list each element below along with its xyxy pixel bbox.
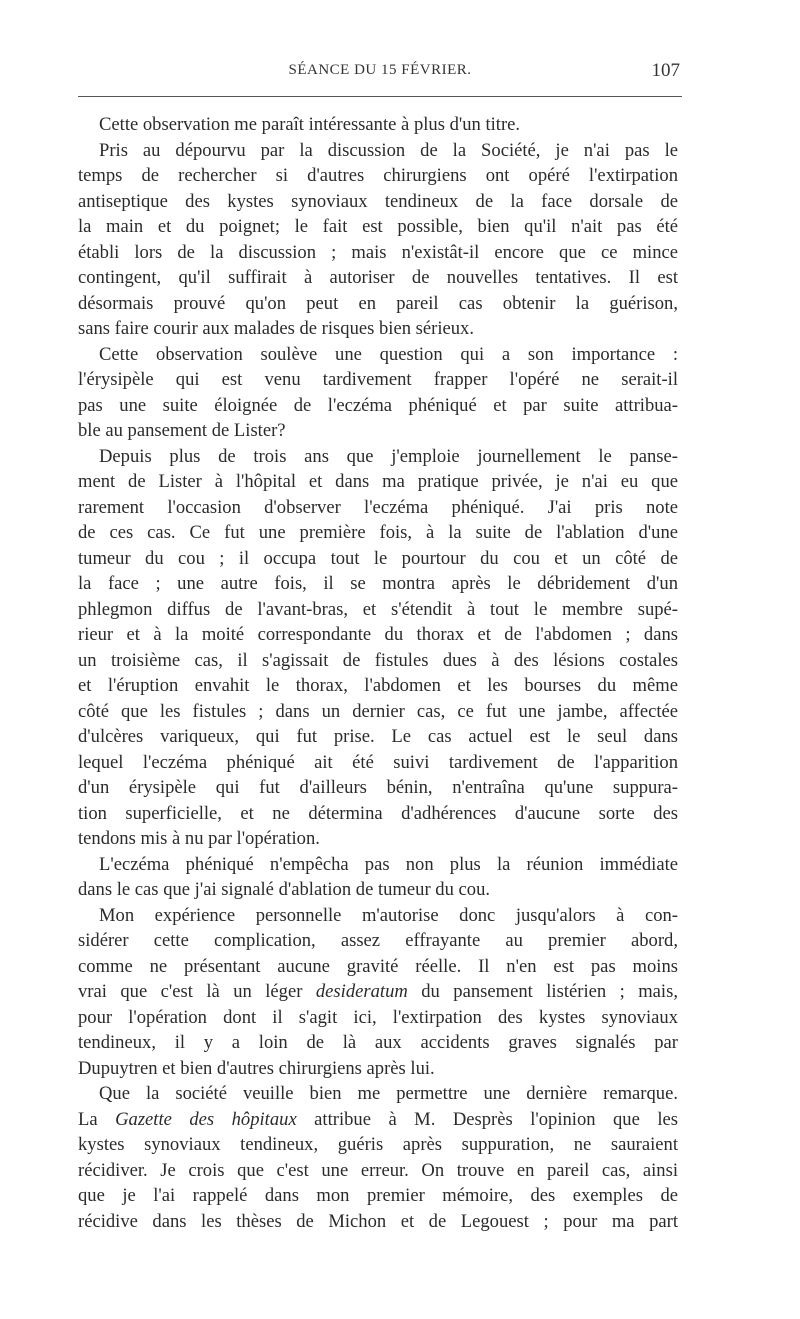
body-text xyxy=(78,112,678,1234)
text-line: établi lors de la discussion ; mais n'existât-il encore que ce mince xyxy=(78,241,678,263)
text-line: Dupuytren et bien d'autres chirurgiens après lui. xyxy=(78,1057,435,1079)
text-line: vrai que c'est là un léger desideratum du pansement listérien ; mais, xyxy=(78,981,678,1002)
text-line: antiseptique des kystes synoviaux tendineux de la face dorsale de xyxy=(78,190,678,212)
text-line: Que la société veuille bien me permettre une dernière remarque. xyxy=(99,1083,678,1104)
italic-text: Gazette des hôpitaux xyxy=(115,1108,297,1130)
text-line: tendineux, il y a loin de là aux accidents graves signalés par xyxy=(78,1032,678,1053)
text-line: et l'éruption envahit le thorax, l'abdomen et les bourses du même xyxy=(78,675,678,696)
text-line: récidive dans les thèses de Michon et de Legouest ; pour ma part xyxy=(78,1210,678,1232)
text-line: pour l'opération dont il s'agit ici, l'extirpation des kystes synoviaux xyxy=(78,1006,678,1028)
text-line: Cette observation me paraît intéressante à plus d'un titre. xyxy=(99,114,521,135)
text-line: la main et du poignet; le fait est possible, bien qu'il n'ait pas été xyxy=(78,216,678,237)
text-line: kystes synoviaux tendineux, guéris après suppuration, ne sauraient xyxy=(78,1134,678,1155)
text-line: contingent, qu'il suffirait à autoriser de nouvelles tentatives. Il est xyxy=(78,267,678,288)
text-line: sidérer cette complication, assez effrayante au premier abord, xyxy=(78,930,678,951)
text-line: Mon expérience personnelle m'autorise donc jusqu'alors à con- xyxy=(99,904,678,926)
text-line: désormais prouvé qu'on peut en pareil cas obtenir la guérison, xyxy=(78,292,678,314)
text-line: que je l'ai rappelé dans mon premier mémoire, des exemples de xyxy=(78,1185,678,1206)
page-header xyxy=(78,62,682,88)
italic-text: desideratum xyxy=(315,981,408,1002)
text-line: temps de rechercher si d'autres chirurgiens ont opéré l'extirpation xyxy=(78,165,678,186)
text-line: d'ulcères variqueux, qui fut prise. Le cas actuel est le seul dans xyxy=(78,726,678,747)
text-line: Depuis plus de trois ans que j'emploie journellement le panse- xyxy=(99,445,678,467)
text-line: La Gazette des hôpitaux attribue à M. Desprès l'opinion que les xyxy=(78,1108,678,1130)
text-line: de ces cas. Ce fut une première fois, à la suite de l'ablation d'une xyxy=(78,522,678,543)
text-line: Pris au dépourvu par la discussion de la Société, je n'ai pas le xyxy=(99,139,678,161)
text-line: tumeur du cou ; il occupa tout le pourtour du cou et un côté de xyxy=(78,547,678,569)
running-head: SÉANCE DU 15 FÉVRIER. xyxy=(288,62,472,78)
text-line: rieur et à la moité correspondante du thorax et de l'abdomen ; dans xyxy=(78,624,678,645)
text-line: comme ne présentant aucune gravité réelle. Il n'en est pas moins xyxy=(78,955,678,977)
text-line: rarement l'occasion d'observer l'eczéma phéniqué. J'ai pris note xyxy=(78,496,678,518)
text-line: côté que les fistules ; dans un dernier cas, ce fut une jambe, affectée xyxy=(78,700,678,722)
text-line: Cette observation soulève une question qui a son importance : xyxy=(99,343,678,365)
text-line: tendons mis à nu par l'opération. xyxy=(78,828,320,849)
header-rule xyxy=(78,96,682,97)
text-line: pas une suite éloignée de l'eczéma phéniqué et par suite attribua- xyxy=(78,394,678,416)
text-line: la face ; une autre fois, il se montra après le débridement d'un xyxy=(78,573,678,594)
text-line: L'eczéma phéniqué n'empêcha pas non plus la réunion immédiate xyxy=(99,853,678,875)
text-line: l'érysipèle qui est venu tardivement frapper l'opéré ne serait-il xyxy=(78,369,678,390)
text-line: récidiver. Je crois que c'est une erreur. On trouve en pareil cas, ainsi xyxy=(78,1159,678,1181)
text-line: sans faire courir aux malades de risques bien sérieux. xyxy=(78,318,475,339)
text-line: ment de Lister à l'hôpital et dans ma pratique privée, je n'ai eu que xyxy=(78,471,678,492)
text-line: d'un érysipèle qui fut d'ailleurs bénin, n'entraîna qu'une suppura- xyxy=(78,777,678,798)
text-line: ble au pansement de Lister? xyxy=(78,420,286,441)
text-line: phlegmon diffus de l'avant-bras, et s'étendit à tout le membre supé- xyxy=(78,598,678,620)
text-line: un troisième cas, il s'agissait de fistules dues à des lésions costales xyxy=(78,649,678,671)
text-line: lequel l'eczéma phéniqué ait été suivi tardivement de l'apparition xyxy=(78,751,678,773)
page-number: 107 xyxy=(651,60,680,81)
text-line: dans le cas que j'ai signalé d'ablation de tumeur du cou. xyxy=(78,879,491,900)
text-line: tion superficielle, et ne détermina d'adhérences d'aucune sorte des xyxy=(78,802,678,824)
